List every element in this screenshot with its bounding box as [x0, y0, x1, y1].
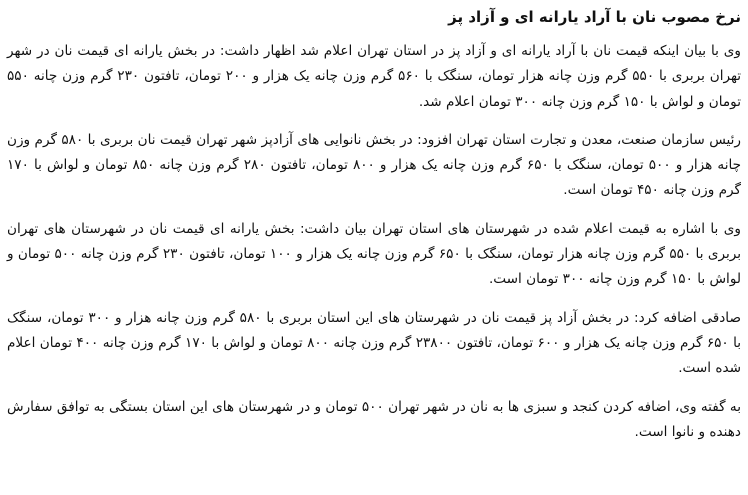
article-paragraph-1: وی با بیان اینکه قیمت نان با آراد یارانه ای و آزاد پز در استان تهران اعلام شد اظهار داشت: در بخش یارانه ای قیمت نان در شهر تهران بربری با ۵۵۰ گرم وزن چانه هزار تومان، سنگک با ۵۶۰ گرم وزن چانه یک هزار و ۲۰۰ تومان، تافتون ۲۳۰ گرم وزن چانه ۵۵۰ تومان و لواش با ۱۵۰ گرم وزن چانه ۳۰۰ تومان اعلام شد.	[7, 43, 742, 110]
article-paragraph-5: به گفته وی، اضافه کردن کنجد و سبزی ها به نان در شهر تهران ۵۰۰ تومان و در شهرستان های این استان بستگی به توافق سفارش دهنده و نانوا است.	[7, 398, 741, 440]
article-title: نرخ مصوب نان با آراد یارانه ای و آزاد پز	[448, 8, 741, 26]
article-paragraph-4: صادقی اضافه کرد: در بخش آزاد پز قیمت نان در شهرستان های این استان بربری با ۵۸۰ گرم وزن چانه هزار و ۳۰۰ تومان، سنگک با ۶۵۰ گرم وزن چانه یک هزار و ۶۰۰ تومان، تافتون ۲۳۸۰۰ گرم وزن چانه ۸۰۰ تومان و لواش با ۱۷۰ گرم وزن چانه ۴۰۰ تومان اعلام شده است.	[7, 309, 742, 377]
article-paragraph-3: وی با اشاره به قیمت اعلام شده در شهرستان های استان تهران بیان داشت: بخش یارانه ای قیمت نان در شهرستان های تهران بربری با ۵۵۰ گرم وزن چانه هزار تومان، سنگک با ۶۵۰ گرم وزن چانه یک هزار و ۱۰۰ تومان، تافتون ۲۳۰ گرم وزن چانه ۵۰۰ تومان و لواش با ۱۵۰ گرم وزن چانه ۳۰۰ تومان است.	[7, 220, 742, 288]
article-paragraph-2: رئیس سازمان صنعت، معدن و تجارت استان تهران افزود: در بخش نانوایی های آزادپز شهر تهران قیمت نان بربری با ۵۸۰ گرم وزن چانه هزار و ۵۰۰ تومان، سنگک با ۶۵۰ گرم وزن چانه یک هزار و ۸۰۰ تومان، تافتون ۲۸۰ گرم وزن چانه ۸۵۰ تومان و لواش با ۱۷۰ گرم وزن چانه ۴۵۰ تومان است.	[7, 131, 742, 199]
